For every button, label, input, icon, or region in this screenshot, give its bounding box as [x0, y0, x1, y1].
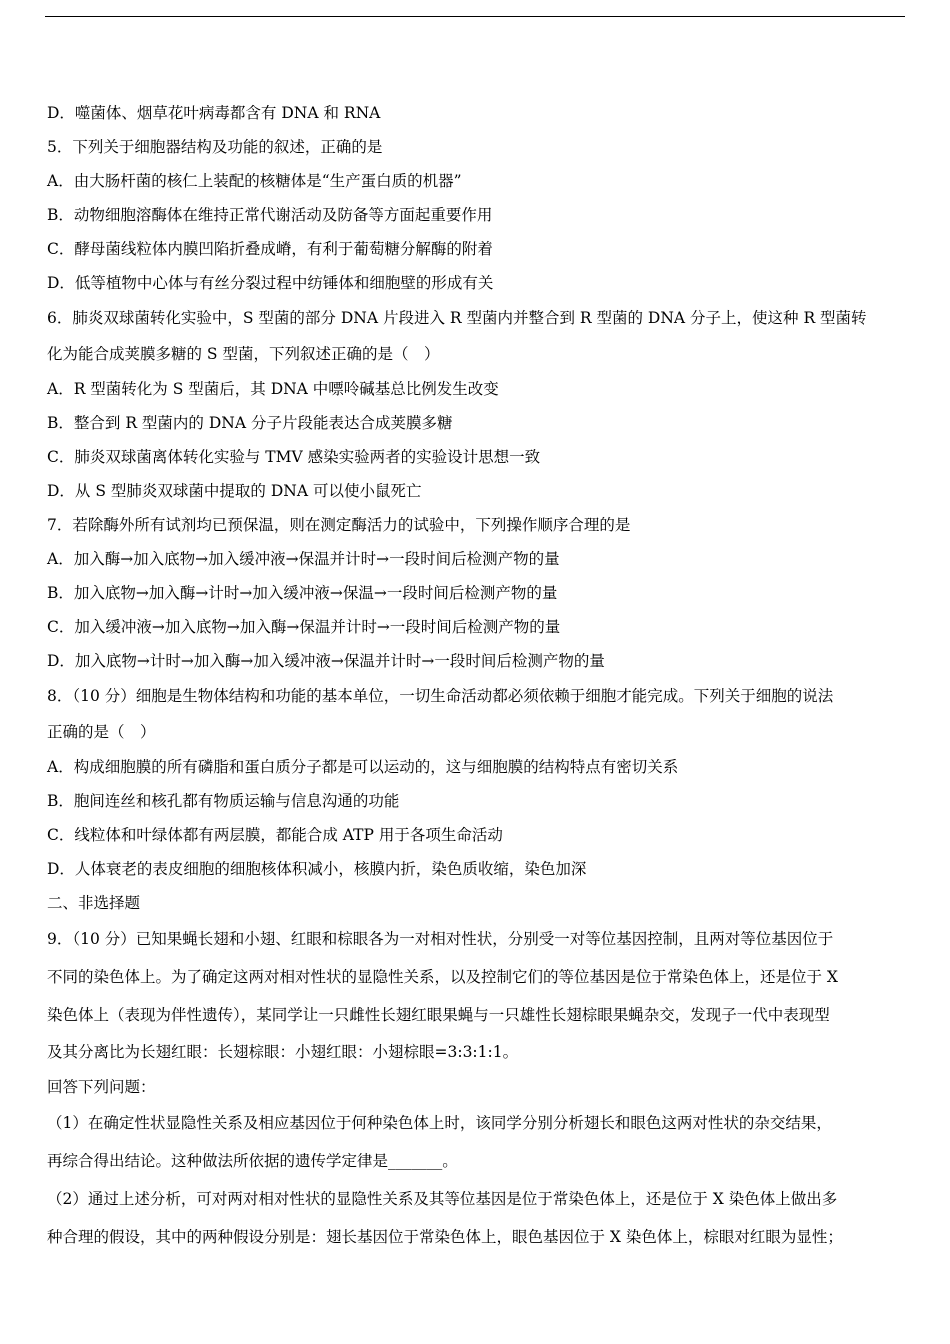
- subquestion-2-line2: 种合理的假设，其中的两种假设分别是：翅长基因位于常染色体上，眼色基因位于 X 染色体上，棕眼对红眼为显性；: [47, 1228, 843, 1246]
- option-5a: A．由大肠杆菌的核仁上装配的核糖体是“生产蛋白质的机器”: [47, 172, 462, 190]
- question-8-stem-line1: 8．（10 分）细胞是生物体结构和功能的基本单位，一切生命活动都必须依赖于细胞才能完成。下列关于细胞的说法: [47, 687, 834, 705]
- option-6b: B．整合到 R 型菌内的 DNA 分子片段能表达合成荚膜多糖: [47, 414, 453, 432]
- option-5b: B．动物细胞溶酶体在维持正常代谢活动及防备等方面起重要作用: [47, 206, 493, 224]
- option-6d: D．从 S 型肺炎双球菌中提取的 DNA 可以使小鼠死亡: [47, 482, 422, 500]
- question-5-stem: 5．下列关于细胞器结构及功能的叙述，正确的是: [47, 138, 383, 156]
- option-8c: C．线粒体和叶绿体都有两层膜，都能合成 ATP 用于各项生命活动: [47, 826, 503, 844]
- subquestion-2-line1: （2）通过上述分析，可对两对相对性状的显隐性关系及其等位基因是位于常染色体上，还是位于 X 染色体上做出多: [47, 1190, 838, 1208]
- option-7a: A．加入酶→加入底物→加入缓冲液→保温并计时→一段时间后检测产物的量: [47, 550, 560, 568]
- subquestion-1-line2: 再综合得出结论。这种做法所依据的遗传学定律是_______。: [47, 1152, 458, 1170]
- answer-prompt: 回答下列问题：: [47, 1078, 156, 1096]
- option-4d: D．噬菌体、烟草花叶病毒都含有 DNA 和 RNA: [47, 104, 381, 122]
- question-7-stem: 7．若除酶外所有试剂均已预保温，则在测定酶活力的试验中，下列操作顺序合理的是: [47, 516, 631, 534]
- question-9-stem-line4: 及其分离比为长翅红眼：长翅棕眼：小翅红眼：小翅棕眼=3:3:1:1。: [47, 1043, 519, 1061]
- section-heading: 二、非选择题: [47, 894, 141, 912]
- option-7c: C．加入缓冲液→加入底物→加入酶→保温并计时→一段时间后检测产物的量: [47, 618, 561, 636]
- subquestion-1-line1: （1）在确定性状显隐性关系及相应基因位于何种染色体上时，该同学分别分析翅长和眼色这两对性状的杂交结果，: [47, 1114, 832, 1132]
- exam-page-body: [47, 96, 905, 1256]
- option-6c: C．肺炎双球菌离体转化实验与 TMV 感染实验两者的实验设计思想一致: [47, 448, 541, 466]
- option-7b: B．加入底物→加入酶→计时→加入缓冲液→保温→一段时间后检测产物的量: [47, 584, 558, 602]
- question-8-stem-line2: 正确的是（ ）: [47, 723, 156, 741]
- question-9-stem-line3: 染色体上（表现为伴性遗传），某同学让一只雌性长翅红眼果蝇与一只雄性长翅棕眼果蝇杂交，发现子一代中表现型: [47, 1006, 830, 1024]
- option-5c: C．酵母菌线粒体内膜凹陷折叠成嵴，有利于葡萄糖分解酶的附着: [47, 240, 493, 258]
- option-7d: D．加入底物→计时→加入酶→加入缓冲液→保温并计时→一段时间后检测产物的量: [47, 652, 605, 670]
- header-rule: [45, 16, 905, 17]
- option-8a: A．构成细胞膜的所有磷脂和蛋白质分子都是可以运动的，这与细胞膜的结构特点有密切关系: [47, 758, 679, 776]
- question-9-stem-line2: 不同的染色体上。为了确定这两对相对性状的显隐性关系，以及控制它们的等位基因是位于常染色体上，还是位于 X: [47, 968, 838, 986]
- question-6-stem-line2: 化为能合成荚膜多糖的 S 型菌，下列叙述正确的是（ ）: [47, 345, 440, 363]
- option-6a: A．R 型菌转化为 S 型菌后，其 DNA 中嘌呤碱基总比例发生改变: [47, 380, 499, 398]
- question-6-stem-line1: 6．肺炎双球菌转化实验中，S 型菌的部分 DNA 片段进入 R 型菌内并整合到 R 型菌的 DNA 分子上，使这种 R 型菌转: [47, 309, 867, 327]
- option-8d: D．人体衰老的表皮细胞的细胞核体积减小，核膜内折，染色质收缩，染色加深: [47, 860, 587, 878]
- question-9-stem-line1: 9．（10 分）已知果蝇长翅和小翅、红眼和棕眼各为一对相对性状，分别受一对等位基因控制，且两对等位基因位于: [47, 930, 834, 948]
- option-8b: B．胞间连丝和核孔都有物质运输与信息沟通的功能: [47, 792, 400, 810]
- option-5d: D．低等植物中心体与有丝分裂过程中纺锤体和细胞壁的形成有关: [47, 274, 494, 292]
